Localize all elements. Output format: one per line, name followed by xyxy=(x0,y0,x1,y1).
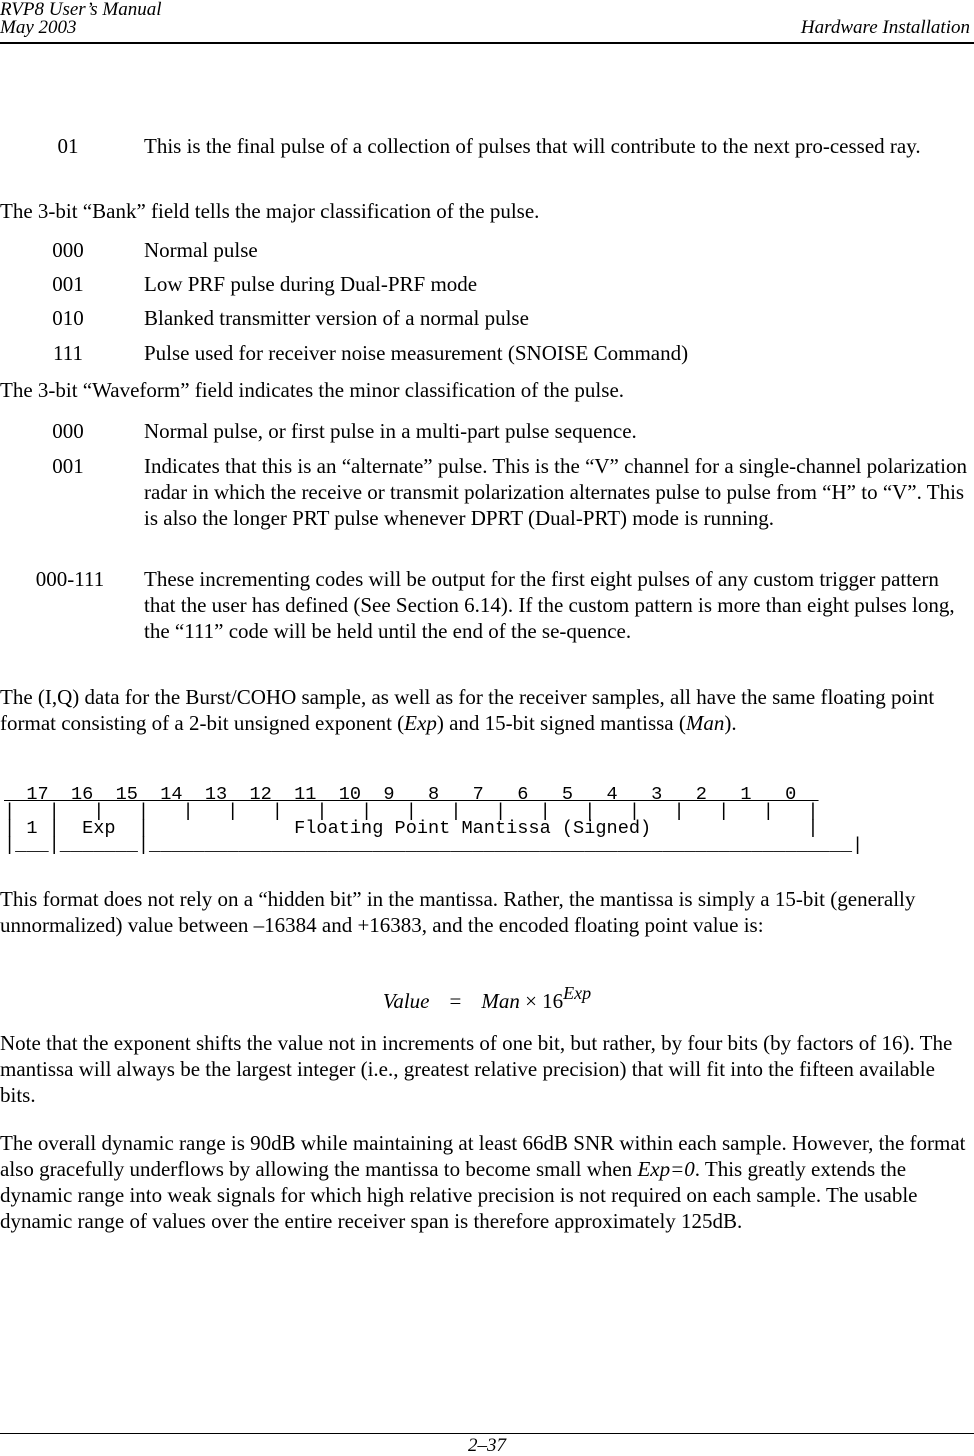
bit-field-diagram xyxy=(4,786,863,854)
bank-text: Blanked transmitter version of a normal pulse xyxy=(144,306,529,330)
formula-man: Man xyxy=(481,989,520,1013)
iq-text-c: ). xyxy=(724,711,737,735)
dynamic-exp0-term: Exp=0 xyxy=(637,1157,695,1181)
dynamic-range-paragraph xyxy=(0,1130,974,1234)
page-number: 2–37 xyxy=(468,1435,506,1456)
bank-code: 111 xyxy=(53,341,83,365)
formula-base: 16 xyxy=(542,989,564,1013)
definition-text: This is the final pulse of a collection of pulses that will contribute to the next pro-cessed ray. xyxy=(144,134,921,158)
iq-man-term: Man xyxy=(685,711,725,735)
exponent-note-paragraph: Note that the exponent shifts the value not in increments of one bit, but rather, by four bits (by factors of 16). The mantissa will always be the largest integer (i.e., greatest relative precision) that will fit into the fifteen available bits. xyxy=(0,1031,953,1107)
header-date: May 2003 xyxy=(0,17,77,38)
header-manual-title: RVP8 User’s Manual xyxy=(0,0,162,20)
waveform-text: These incrementing codes will be output for the first eight pulses of any custom trigger pattern that the user has defined (See Section 6.14). If the custom pattern is more than eight pulses long, the “111” code will be held until the end of the se-quence. xyxy=(144,567,955,643)
waveform-intro: The 3-bit “Waveform” field indicates the minor classification of the pulse. xyxy=(0,378,625,402)
dynamic-text-a: The overall dynamic range is 90dB while maintaining at least 66dB SNR within each sample. However, the format also gracefully underflows by allowing the mantissa to become small when xyxy=(0,1131,966,1181)
formula-times: × xyxy=(525,989,537,1013)
bank-text: Pulse used for receiver noise measurement (SNOISE Command) xyxy=(144,341,689,365)
iq-exp-term: Exp xyxy=(404,711,437,735)
bank-code: 010 xyxy=(52,306,84,330)
waveform-code: 000 xyxy=(52,419,84,443)
hidden-bit-paragraph: This format does not rely on a “hidden bit” in the mantissa. Rather, the mantissa is simply a 15-bit (generally unnormalized) value between –16384 and +16383, and the encoded floating point value is: xyxy=(0,887,916,937)
bit-tick-row: | | | | | | | | | | | | | | | | | | | xyxy=(4,801,819,822)
bank-text: Normal pulse xyxy=(144,238,258,262)
header-rule xyxy=(0,42,974,44)
bank-text: Low PRF pulse during Dual-PRF mode xyxy=(144,272,478,296)
value-formula xyxy=(0,983,974,1014)
formula-exponent: Exp xyxy=(563,983,592,1003)
bank-code: 001 xyxy=(52,272,84,296)
bank-intro: The 3-bit “Bank” field tells the major classification of the pulse. xyxy=(0,199,540,223)
waveform-code: 000-111 xyxy=(35,567,105,591)
bit-bottom-row: |___|_______|_______________________________________________________________| xyxy=(4,835,864,856)
bit-field-row: | 1 | Exp | Floating Point Mantissa (Signed) | xyxy=(4,818,819,839)
bank-code: 000 xyxy=(52,238,84,262)
header-section-title: Hardware Installation xyxy=(800,17,970,38)
formula-lhs: Value xyxy=(382,989,430,1013)
definition-code: 01 xyxy=(57,134,79,158)
waveform-code: 001 xyxy=(52,454,84,478)
iq-text-b: ) and 15-bit signed mantissa ( xyxy=(436,711,686,735)
footer-rule xyxy=(0,1433,974,1434)
waveform-text: Normal pulse, or first pulse in a multi-part pulse sequence. xyxy=(144,419,637,443)
formula-equals: = xyxy=(449,989,462,1013)
iq-format-paragraph xyxy=(0,684,974,736)
dynamic-text-b: . This greatly extends the dynamic range into weak signals for which high relative precision is not required on each sample. The usable dynamic range of values over the entire receiver span is therefore approximately 125dB. xyxy=(0,1157,918,1233)
waveform-text: Indicates that this is an “alternate” pulse. This is the “V” channel for a single-channel polarization radar in which the receive or transmit polarization alternates pulse to pulse from “H” to “V”. This is also the longer PRT pulse whenever DPRT (Dual-PRT) mode is running. xyxy=(144,454,967,530)
iq-text-a: The (I,Q) data for the Burst/COHO sample, as well as for the receiver samples, all have the same floating point format consisting of a 2-bit unsigned exponent ( xyxy=(0,685,935,735)
bit-number-row: 17 16 15 14 13 12 11 10 9 8 7 6 5 4 3 2 1 0 xyxy=(4,784,819,805)
